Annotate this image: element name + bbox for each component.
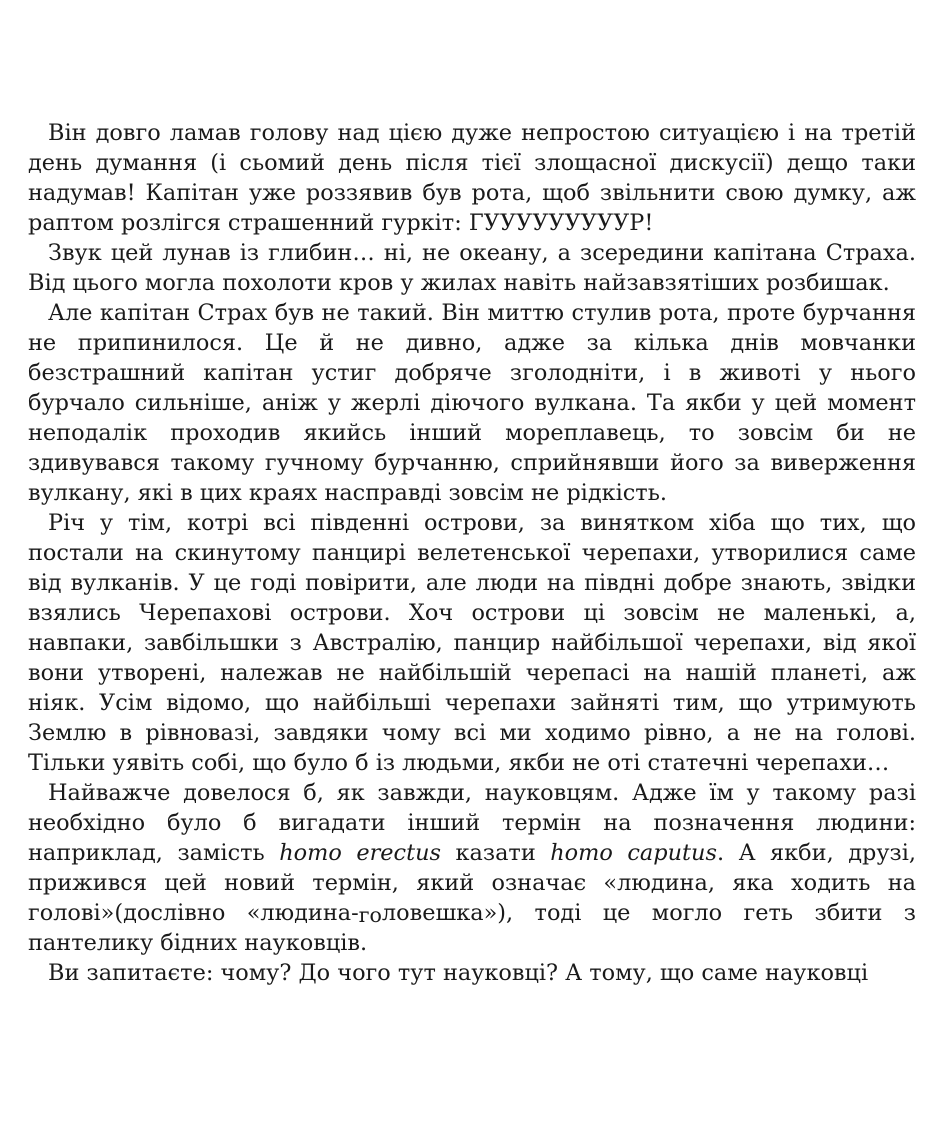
lowered-syllable: го [358,903,382,928]
paragraph [28,508,916,778]
paragraph-text: Ви запитаєте: чому? До чого тут науковці? А тому, що саме науковці [48,960,869,986]
paragraph [28,298,916,508]
paragraph-text: Він довго ламав голову над цією дуже непростою ситуацією і на третій день думання (і сьомий день після тієї злощасної дискусії) дещо таки надумав! Капітан уже роззявив був рота, щоб звільнити свою думку, аж раптом розлігся страшенний гуркіт: ГУУУУУУУУУР! [28,120,916,236]
paragraph-text: . А якби, друзі, прижився цей новий термін, який означає «людина, яка ходить на голові»(дослівно «людина- [28,840,916,926]
paragraph [28,118,916,238]
paragraph-text: Найважче довелося б, як завжди, науковцям. Адже їм у такому разі необхідно було б вигадати інший термін на позначення людини: наприклад, замість [28,780,916,866]
paragraph [28,238,916,298]
latin-term-italic: homo caputus [550,840,717,866]
latin-term-italic: homo erectus [279,840,442,866]
paragraph [28,958,916,988]
paragraph [28,778,916,958]
page-text-body [28,118,916,988]
paragraph-text: казати [441,840,551,866]
paragraph-text: Але капітан Страх був не такий. Він миттю стулив рота, проте бурчання не припинилося. Це й не дивно, адже за кілька днів мовчанки безстрашний капітан устиг добряче зголодніти, і в животі у нього бурчало сильніше, аніж у жерлі діючого вулкана. Та якби у цей момент неподалік проходив якийсь інший мореплавець, то зовсім би не здивувався такому гучному бурчанню, сприйнявши його за виверження вулкану, які в цих краях насправді зовсім не рідкість. [28,300,916,506]
paragraph-text: ловешка»), тоді це могло геть збити з пантелику бідних науковців. [28,900,917,956]
paragraph-text: Річ у тім, котрі всі південні острови, за винятком хіба що тих, що постали на скинутому панцирі велетенської черепахи, утворилися саме від вулканів. У це годі повірити, але люди на півдні добре знають, звідки взялись Черепахові острови. Хоч острови ці зовсім не маленькі, а, навпаки, завбільшки з Австралію, панцир найбільшої черепахи, від якої вони утворені, належав не найбільшій черепасі на нашій планеті, аж ніяк. Усім відомо, що найбільші черепахи зайняті тим, що утримують Землю в рівновазі, завдяки чому всі ми ходимо рівно, а не на голові. Тільки уявіть собі, що було б із людьми, якби не оті статечні черепахи… [28,510,916,776]
paragraph-text: Звук цей лунав із глибин… ні, не океану, а зсередини капітана Страха. Від цього могла похолоти кров у жилах навіть найзавзятіших розбишак. [28,240,916,296]
